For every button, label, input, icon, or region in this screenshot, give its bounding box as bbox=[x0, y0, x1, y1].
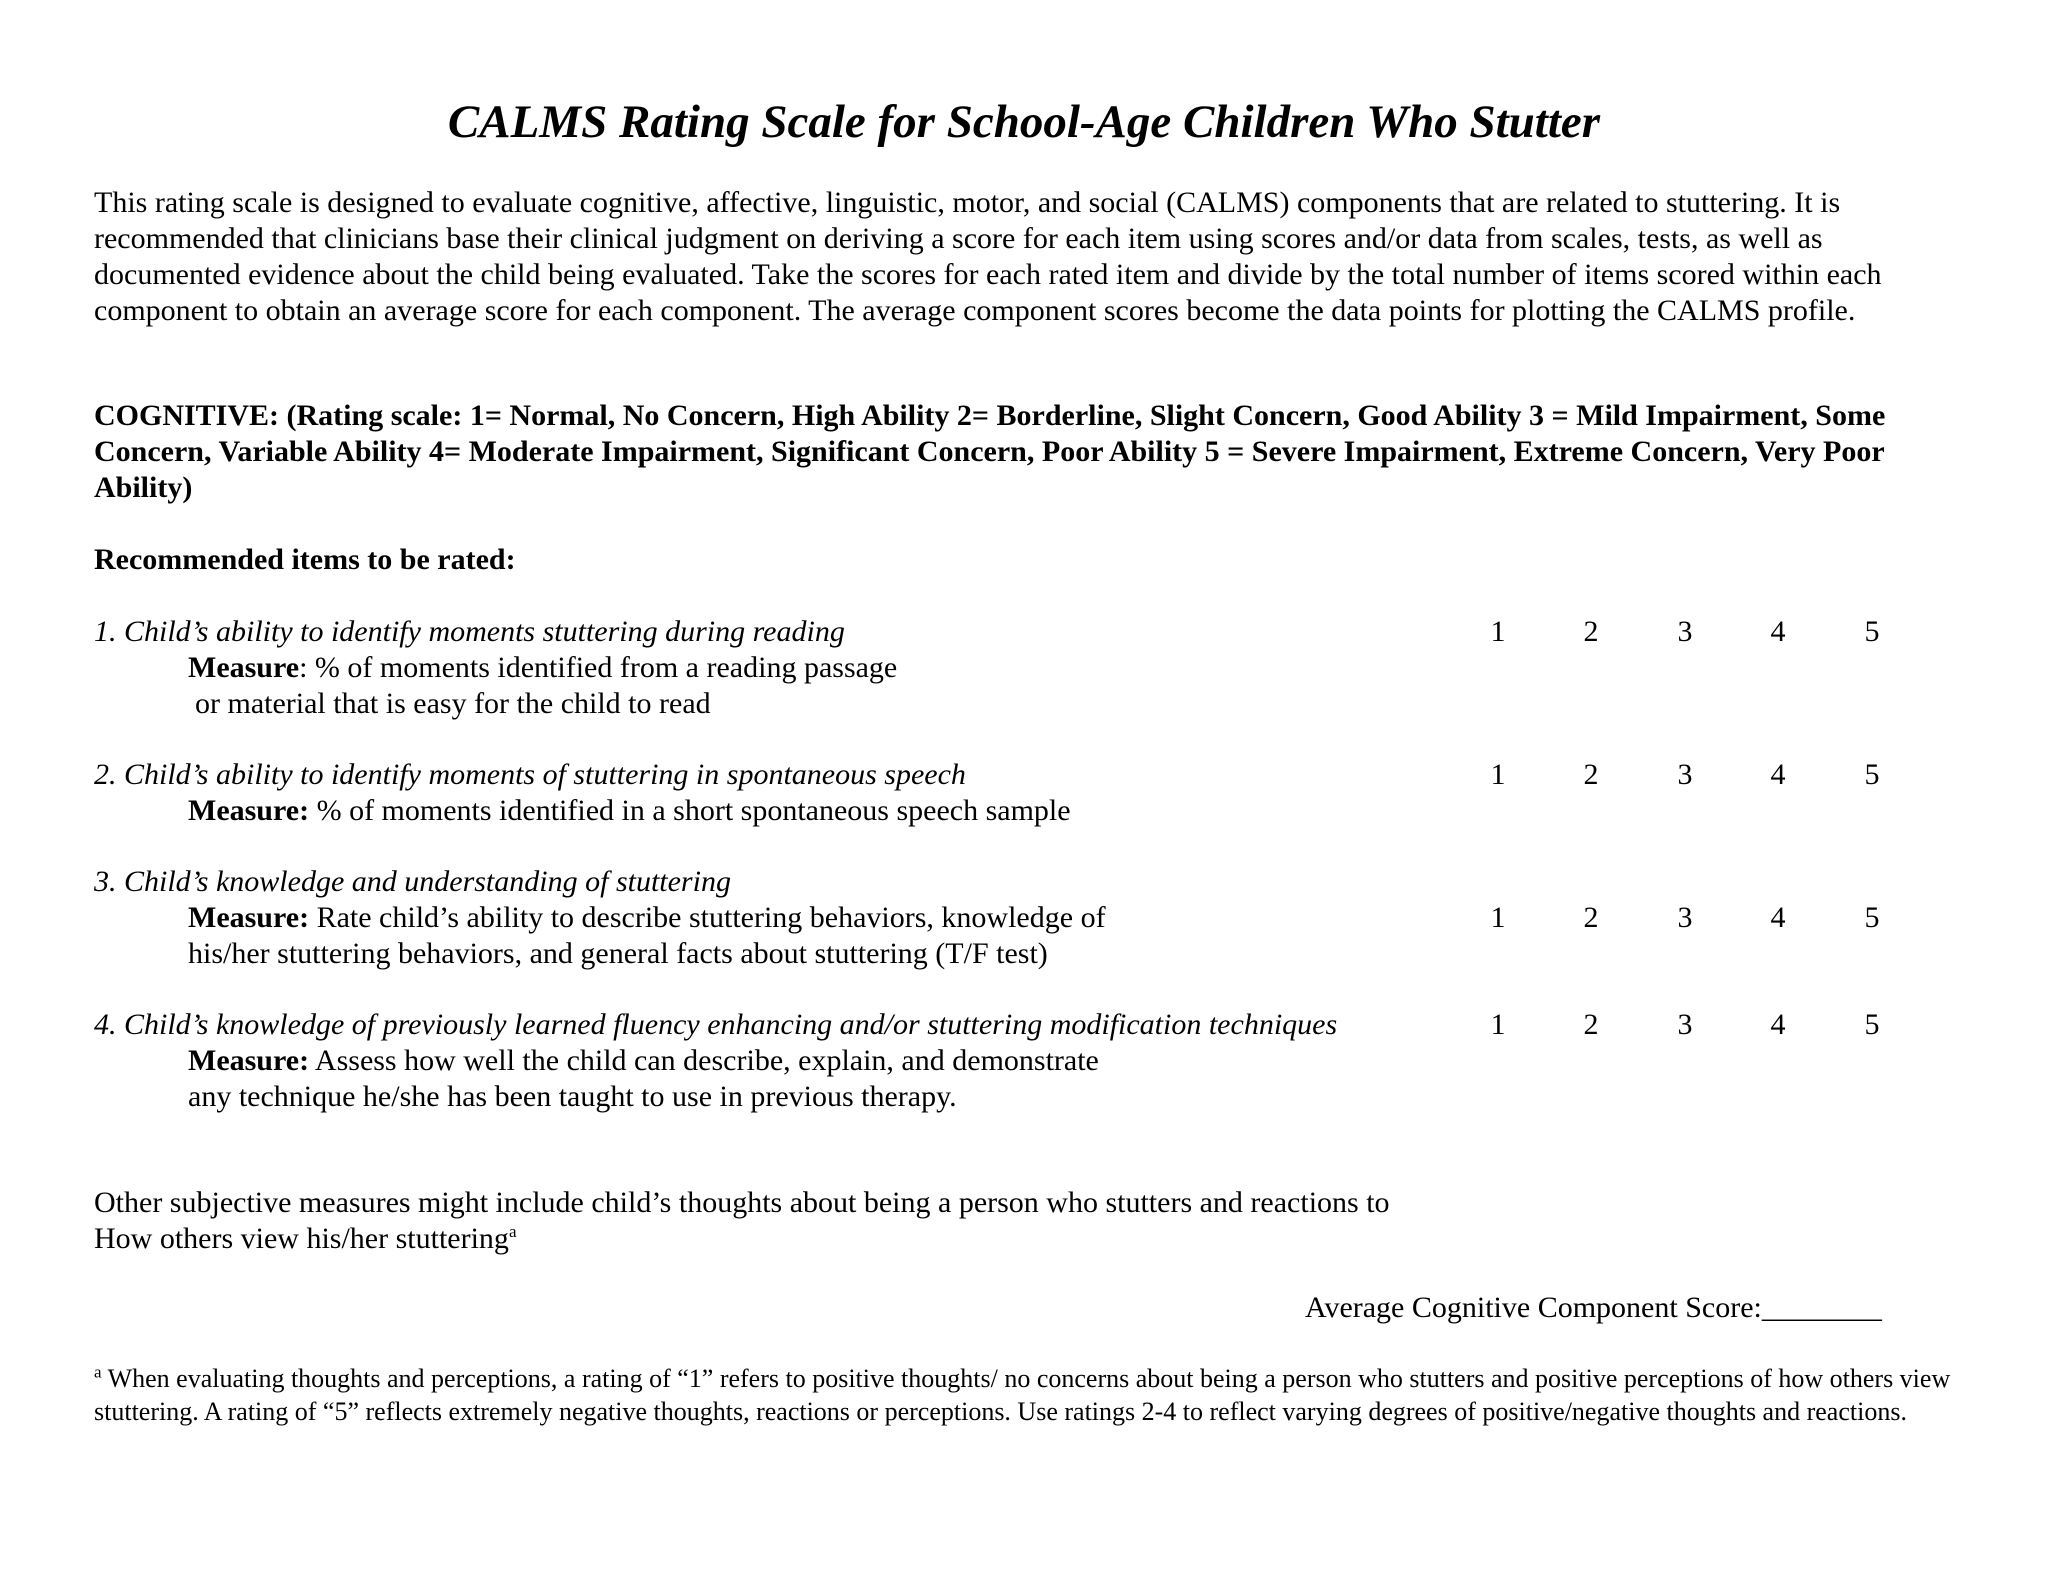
rating-option-2[interactable]: 2 bbox=[1583, 1008, 1599, 1041]
measure-label: Measure: bbox=[188, 794, 310, 827]
measure-label: Measure: bbox=[188, 901, 310, 934]
rating-scale-description: COGNITIVE: (Rating scale: 1= Normal, No Concern, High Ability 2= Borderline, Slight Concern, Good Ability 3 = Mild Impairment, Some Concern, Variable Ability 4= Moderate Impairment, Significant Concern, Poor Ability 5 = Severe Impairment, Extreme Concern, Very Poor Ability) bbox=[94, 399, 1886, 504]
rating-option-3[interactable]: 3 bbox=[1677, 901, 1693, 934]
average-score-blank[interactable]: ________ bbox=[1761, 1291, 1882, 1324]
average-score-line bbox=[1305, 1290, 1882, 1326]
rating-option-1[interactable]: 1 bbox=[1490, 1008, 1506, 1041]
item-3-measure bbox=[188, 900, 1106, 936]
footnote-marker: a bbox=[508, 1222, 517, 1241]
rating-option-5[interactable]: 5 bbox=[1864, 758, 1880, 791]
measure-text: Rate child’s ability to describe stuttering behaviors, knowledge of bbox=[309, 901, 1106, 934]
item-4-question: 4. Child’s knowledge of previously learned fluency enhancing and/or stuttering modification techniques bbox=[94, 1008, 1338, 1041]
measure-text: : % of moments identified from a reading passage bbox=[299, 651, 898, 684]
item-3-measure-cont: his/her stuttering behaviors, and general facts about stuttering (T/F test) bbox=[188, 937, 1048, 970]
recommended-items-heading: Recommended items to be rated: bbox=[94, 543, 516, 576]
measure-label: Measure: bbox=[188, 1044, 310, 1077]
item-3-question: 3. Child’s knowledge and understanding of stuttering bbox=[94, 865, 731, 898]
rating-option-5[interactable]: 5 bbox=[1864, 615, 1880, 648]
rating-option-1[interactable]: 1 bbox=[1490, 615, 1506, 648]
rating-option-1[interactable]: 1 bbox=[1490, 758, 1506, 791]
page-title: CALMS Rating Scale for School-Age Children Who Stutter bbox=[447, 96, 1601, 148]
measure-text: % of moments identified in a short spontaneous speech sample bbox=[309, 794, 1071, 827]
rating-option-3[interactable]: 3 bbox=[1677, 1008, 1693, 1041]
measure-label: Measure bbox=[188, 651, 300, 684]
footnote-marker: a bbox=[94, 1362, 102, 1382]
item-2-question: 2. Child’s ability to identify moments of stuttering in spontaneous speech bbox=[94, 758, 966, 791]
footnote bbox=[94, 1362, 1974, 1428]
rating-option-3[interactable]: 3 bbox=[1677, 758, 1693, 791]
item-2-measure bbox=[188, 793, 1071, 829]
rating-option-3[interactable]: 3 bbox=[1677, 615, 1693, 648]
average-score-label: Average Cognitive Component Score: bbox=[1305, 1291, 1762, 1324]
item-4-measure bbox=[188, 1043, 1099, 1079]
other-measures-line-1: Other subjective measures might include child’s thoughts about being a person who stutters and reactions to bbox=[94, 1186, 1390, 1219]
measure-text: Assess how well the child can describe, explain, and demonstrate bbox=[309, 1044, 1099, 1077]
rating-option-5[interactable]: 5 bbox=[1864, 901, 1880, 934]
other-measures-note bbox=[94, 1185, 1390, 1257]
item-1-measure-cont: or material that is easy for the child to read bbox=[195, 687, 711, 720]
rating-option-2[interactable]: 2 bbox=[1583, 901, 1599, 934]
rating-option-5[interactable]: 5 bbox=[1864, 1008, 1880, 1041]
rating-option-4[interactable]: 4 bbox=[1770, 1008, 1786, 1041]
rating-option-2[interactable]: 2 bbox=[1583, 758, 1599, 791]
rating-option-1[interactable]: 1 bbox=[1490, 901, 1506, 934]
item-4-measure-cont: any technique he/she has been taught to use in previous therapy. bbox=[188, 1080, 957, 1113]
rating-option-2[interactable]: 2 bbox=[1583, 615, 1599, 648]
other-measures-line-2: How others view his/her stuttering$^a$ bbox=[94, 1222, 517, 1255]
rating-option-4[interactable]: 4 bbox=[1770, 901, 1786, 934]
footnote-text: When evaluating thoughts and perceptions, a rating of “1” refers to positive thoughts/ no concerns about being a person who stutters and positive perceptions of how others view stuttering. A rating of “5” reflects extremely negative thoughts, reactions or perceptions. Use ratings 2-4 to reflect varying degrees of positive/negative thoughts and reactions. bbox=[94, 1364, 1951, 1426]
intro-paragraph: This rating scale is designed to evaluate cognitive, affective, linguistic, motor, and social (CALMS) components that are related to stuttering. It is recommended that clinicians base their clinical judgment on deriving a score for each item using scores and/or data from scales, tests, as well as documented evidence about the child being evaluated. Take the scores for each rated item and divide by the total number of items scored within each component to obtain an average score for each component. The average component scores become the data points for plotting the CALMS profile. bbox=[94, 186, 1882, 327]
rating-option-4[interactable]: 4 bbox=[1770, 758, 1786, 791]
item-1-measure bbox=[188, 650, 897, 686]
item-1-question: 1. Child’s ability to identify moments stuttering during reading bbox=[94, 615, 845, 648]
rating-option-4[interactable]: 4 bbox=[1770, 615, 1786, 648]
